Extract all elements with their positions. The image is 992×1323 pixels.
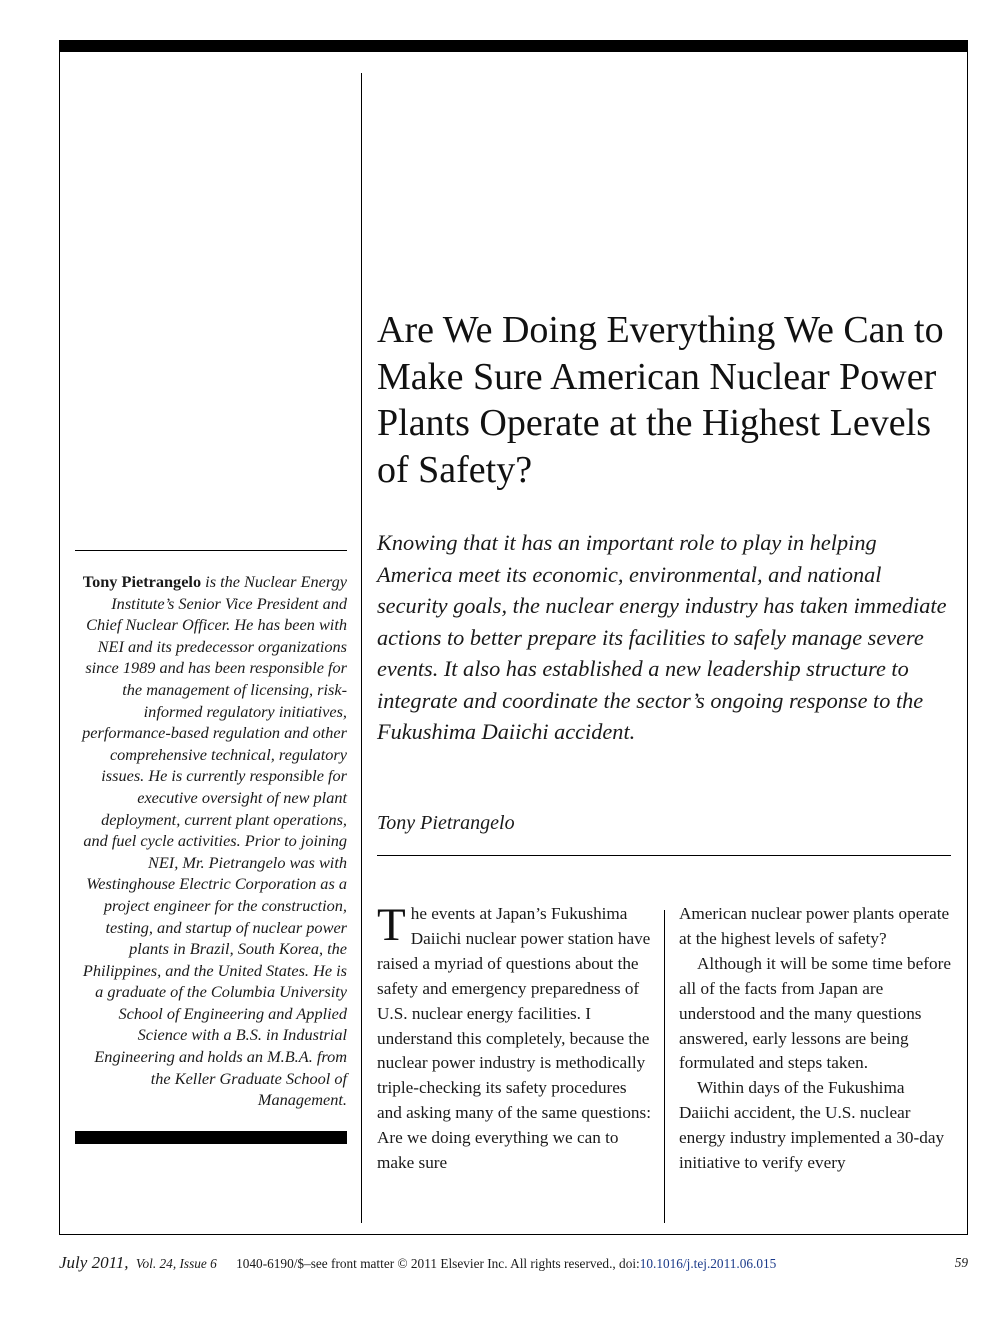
column-divider-rule xyxy=(361,73,362,1223)
body-paragraph: Within days of the Fukushima Daiichi accident, the U.S. nuclear energy industry implemented a 30-day initiative to verify every xyxy=(679,1078,945,1173)
author-bio xyxy=(75,571,347,1111)
body-paragraph: American nuclear power plants operate at the highest levels of safety? xyxy=(679,904,950,948)
body-column-divider xyxy=(664,910,665,1223)
footer-volume: Vol. 24, Issue 6 xyxy=(135,1256,217,1271)
author-rule xyxy=(377,855,951,856)
article-abstract: Knowing that it has an important role to play in helping America meet its economic, environmental, and national security goals, the nuclear energy industry has taken immediate actions to better prepare its facilities to safely manage severe events. It also has established a new leadership structure to integrate and coordinate the sector’s ongoing response to the Fukushima Daiichi accident. xyxy=(377,530,947,744)
body-paragraph xyxy=(377,899,652,1176)
article-title: Are We Doing Everything We Can to Make Sure American Nuclear Power Plants Operate at the Highest Levels of Safety? xyxy=(377,309,944,491)
page-footer xyxy=(59,1253,968,1274)
sidebar-bottom-bar xyxy=(75,1131,347,1144)
sidebar-top-rule xyxy=(75,550,347,551)
footer-date: July 2011, xyxy=(59,1253,129,1272)
drop-cap: T xyxy=(377,899,406,951)
bio-text: is the Nuclear Energy Institute’s Senior Vice President and Chief Nuclear Officer. He has been with NEI and its predecessor organizations since 1989 and has been responsible for the management of licensing, risk-informed regulatory initiatives, performance-based regulation and other comprehensive technical, regulatory issues. He is currently responsible for executive oversight of new plant deployment, current plant operations, and fuel cycle activities. Prior to joining NEI, Mr. Pietrangelo was with Westinghouse Electric Corporation as a project engineer for the construction, testing, and startup of nuclear power plants in Brazil, South Korea, the Philippines, and the United States. He is a graduate of the Columbia University School of Engineering and Applied Science with a B.S. in Industrial Engineering and holds an M.B.A. from the Keller Graduate School of Management. xyxy=(82,572,347,1110)
body-column-2 xyxy=(679,902,954,1176)
article-author: Tony Pietrangelo xyxy=(377,812,515,834)
bio-author-name: Tony Pietrangelo xyxy=(82,572,202,591)
body-paragraph-text: he events at Japan’s Fukushima Daiichi nuclear power station have raised a myriad of questions about the safety and emergency preparedness of U.S. nuclear energy facilities. I understand this completely, because the nuclear power industry is methodically triple-checking its safety procedures and asking many of the same questions: Are we doing everything we can to make sure xyxy=(377,904,651,1173)
doi-link[interactable]: 10.1016/j.tej.2011.06.015 xyxy=(639,1256,777,1271)
footer-copyright: 1040-6190/$–see front matter © 2011 Elsevier Inc. All rights reserved., doi: xyxy=(236,1256,640,1271)
body-column-1 xyxy=(377,899,652,1176)
author-sidebar xyxy=(75,550,347,1144)
body-paragraph: Although it will be some time before all of the facts from Japan are understood and the many questions answered, early lessons are being formulated and steps taken. xyxy=(679,953,951,1073)
page-number: 59 xyxy=(954,1255,968,1270)
